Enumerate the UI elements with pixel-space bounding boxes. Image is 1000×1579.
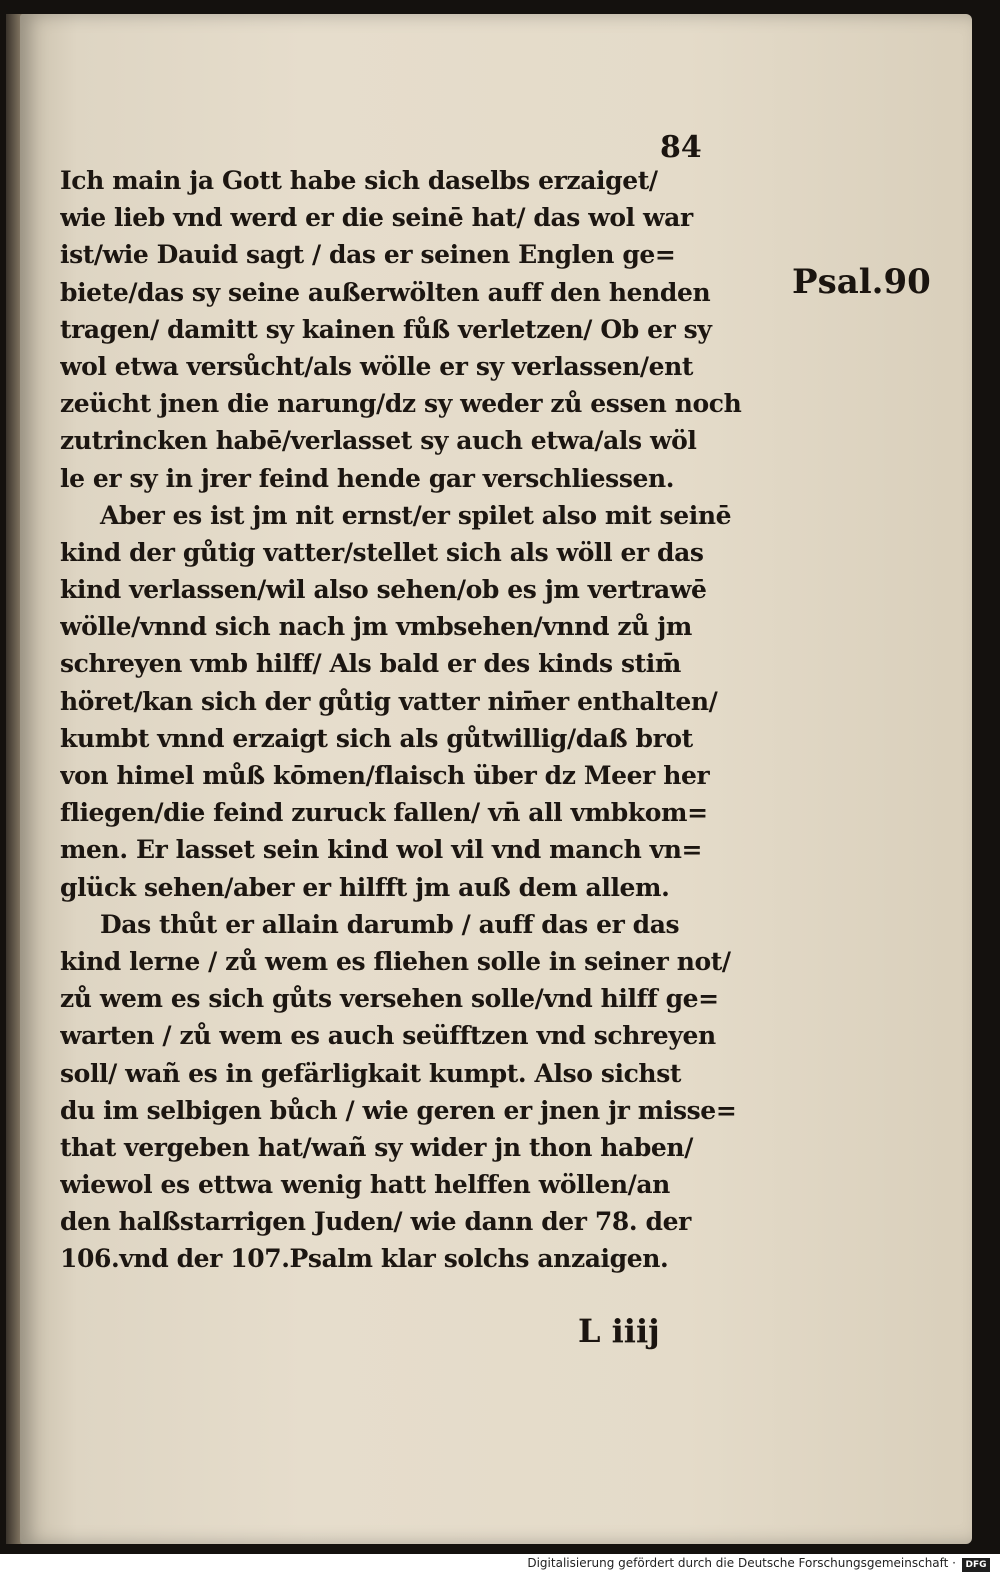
text-line: tragen/ damitt sy kainen fůß verletzen/ Ob er sy	[60, 314, 712, 344]
text-line: men. Er lasset sein kind wol vil vnd manch vn=	[60, 835, 703, 865]
text-block	[60, 162, 780, 1278]
text-line: biete/das sy seine außerwölten auff den henden	[60, 277, 711, 307]
text-line: Das thůt er allain darumb / auff das er das	[100, 909, 680, 939]
text-line: schreyen vmb hilff/ Als bald er des kinds stim̄	[60, 649, 681, 679]
dfg-logo: DFG	[962, 1558, 990, 1572]
text-line: von himel můß kōmen/flaisch über dz Meer her	[60, 761, 710, 790]
text-line: höret/kan sich der gůtig vatter nim̄er enthalten/	[60, 686, 718, 716]
text-line: kumbt vnnd erzaigt sich als gůtwillig/daß brot	[60, 723, 693, 753]
text-line: that vergeben hat/wañ sy wider jn thon haben/	[60, 1132, 693, 1162]
text-line: glück sehen/aber er hilfft jm auß dem allem.	[60, 872, 670, 902]
text-line: Aber es ist jm nit ernst/er spilet also mit seinē	[100, 500, 732, 530]
text-line: zeücht jnen die narung/dz sy weder zů essen noch	[60, 389, 742, 419]
text-line: fliegen/die feind zuruck fallen/ vn̄ all vmbkom=	[60, 798, 708, 828]
text-line: Ich main ja Gott habe sich daselbs erzaiget/	[60, 166, 658, 195]
text-line: ist/wie Dauid sagt / das er seinen Englen ge=	[60, 240, 676, 270]
text-line: wol etwa versůcht/als wölle er sy verlassen/ent	[60, 351, 694, 381]
folio-number: 84	[660, 130, 702, 165]
text-line: wölle/vnnd sich nach jm vmbsehen/vnnd zů jm	[60, 612, 692, 642]
text-line: du im selbigen bůch / wie geren er jnen jr misse=	[60, 1095, 737, 1125]
text-line: wie lieb vnd werd er die seinē hat/ das wol war	[60, 203, 693, 233]
text-line: zů wem es sich gůts versehen solle/vnd hilff ge=	[60, 984, 719, 1014]
text-line: wiewol es ettwa wenig hatt helffen wöllen/an	[60, 1170, 670, 1200]
text-line: kind verlassen/wil also sehen/ob es jm vertrawē	[60, 575, 707, 605]
text-line: kind der gůtig vatter/stellet sich als wöll er das	[60, 537, 704, 567]
text-line: soll/ wañ es in gefärligkait kumpt. Also sichst	[60, 1058, 682, 1088]
text-line: zutrincken habē/verlasset sy auch etwa/als wöl	[60, 426, 697, 456]
text-line: warten / zů wem es auch seüfftzen vnd schreyen	[60, 1021, 716, 1051]
marginal-note: Psal.90	[792, 262, 931, 302]
text-line: kind lerne / zů wem es fliehen solle in seiner not/	[60, 946, 731, 976]
text-line: 106.vnd der 107.Psalm klar solchs anzaigen.	[60, 1244, 669, 1274]
funding-credit: Digitalisierung gefördert durch die Deutsche Forschungsgemeinschaft ·	[527, 1556, 956, 1570]
text-line: le er sy in jrer feind hende gar verschliessen.	[60, 463, 675, 493]
signature-mark: L iiij	[578, 1312, 660, 1350]
text-line: den halßstarrigen Juden/ wie dann der 78. der	[60, 1207, 691, 1237]
